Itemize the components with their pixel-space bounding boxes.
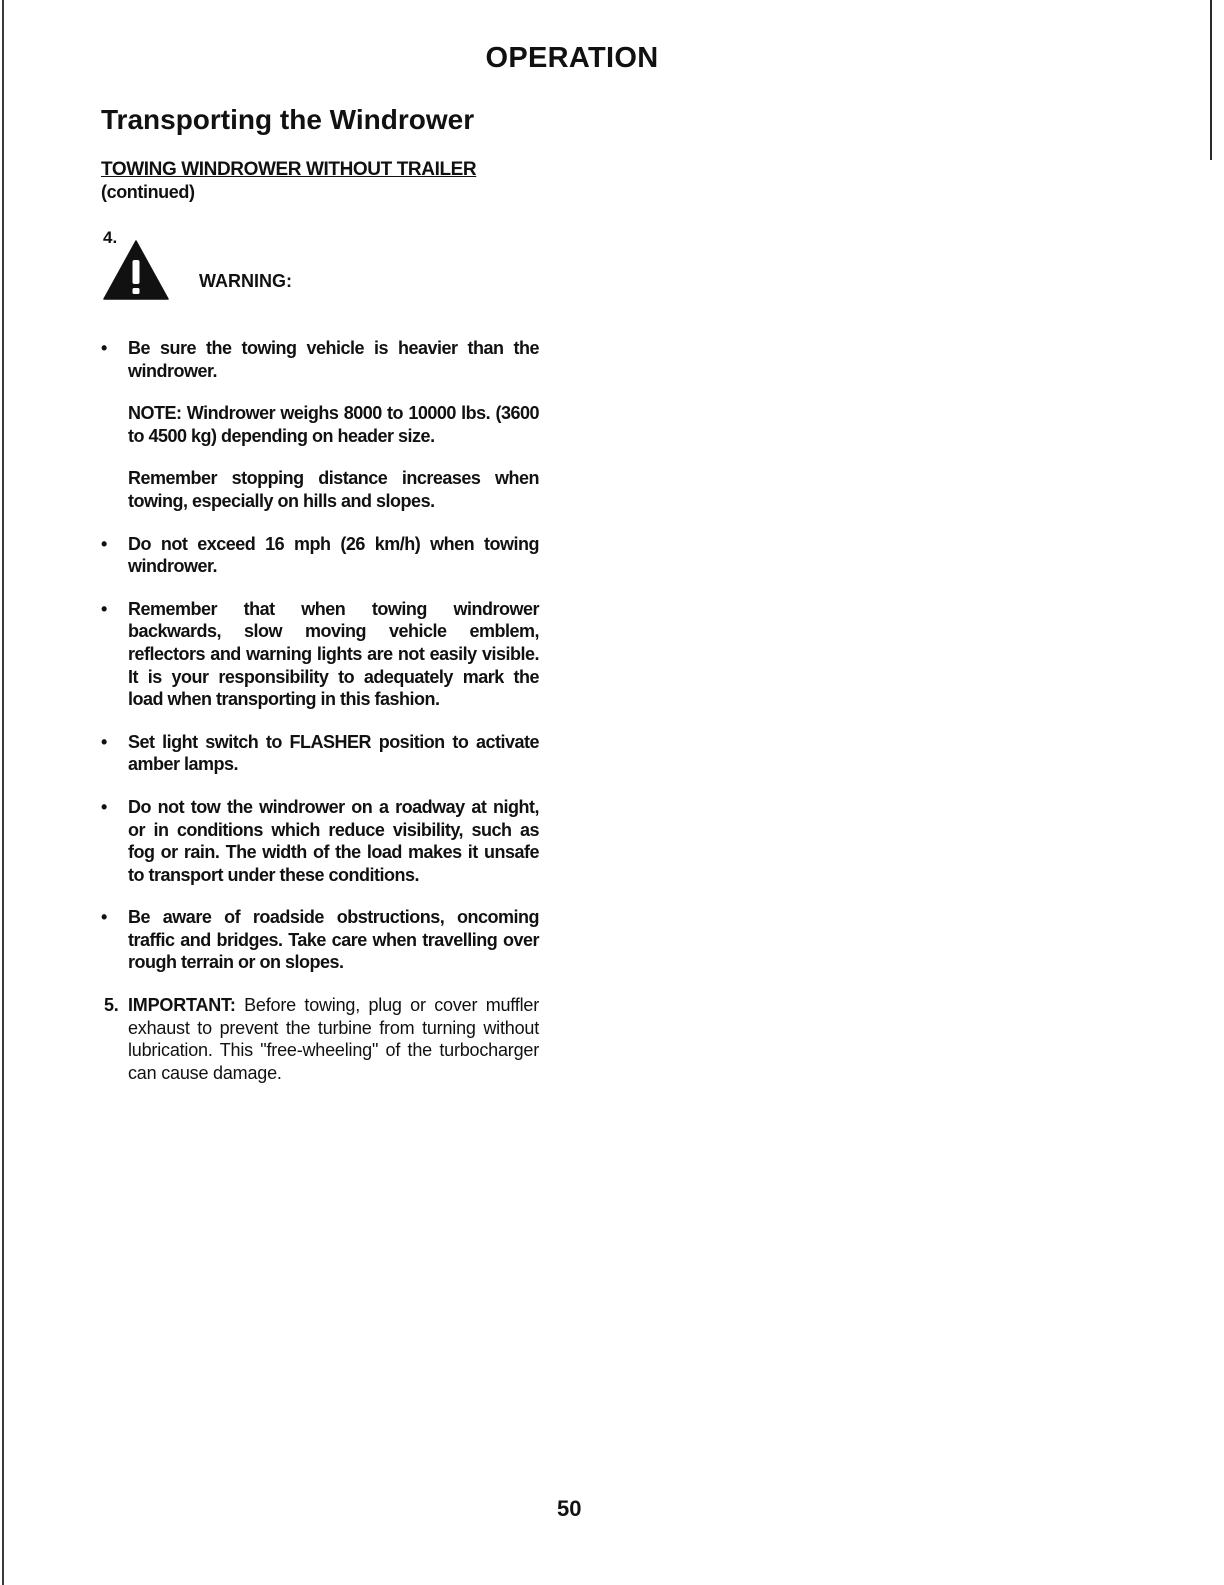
step-5 xyxy=(101,994,539,1084)
bullet-dot: • xyxy=(101,598,107,619)
section-title: OPERATION xyxy=(485,42,659,74)
bullet-dot: • xyxy=(101,338,107,358)
important-label: IMPORTANT: xyxy=(128,995,245,1016)
page-edge-right xyxy=(1210,0,1212,160)
bullet-speed-limit xyxy=(101,533,539,578)
page-edge-left xyxy=(2,0,4,1585)
continued-label: (continued) xyxy=(101,182,195,202)
bullet-text: Be aware of roadside obstructions, oncoming traffic and bridges. Take care when travelling over rough terrain or on slopes. xyxy=(128,907,539,973)
step-4-number: 4. xyxy=(103,228,118,247)
warning-label: WARNING: xyxy=(199,271,292,291)
bullet-night-visibility xyxy=(101,796,539,886)
bullet-text: Be sure the towing vehicle is heavier than the windrower. xyxy=(128,338,539,381)
step-5-number: 5. xyxy=(104,995,119,1016)
note-weight: NOTE: Windrower weighs 8000 to 10000 lbs. (3600 to 4500 kg) depending on header size. xyxy=(128,403,539,446)
bullet-roadside-obstructions xyxy=(101,906,539,974)
bullet-dot: • xyxy=(101,796,107,817)
page-title: Transporting the Windrower xyxy=(101,104,475,135)
bullet-towing-backwards xyxy=(101,598,539,711)
bullet-text: Set light switch to FLASHER position to activate amber lamps. xyxy=(128,731,539,775)
step-5-text: Before towing, plug or cover muffler exhaust to prevent the turbine from turning without lubrication. This "free-wheeling" of the turbocharger can cause damage. xyxy=(128,995,539,1083)
page-number: 50 xyxy=(557,1496,582,1521)
warning-triangle-icon xyxy=(103,240,169,300)
bullet-text: Do not exceed 16 mph (26 km/h) when towing windrower. xyxy=(128,533,539,577)
bullet-text: Remember that when towing windrower backwards, slow moving vehicle emblem, reflectors and warning lights are not easily visible. It is your responsibility to adequately mark the load when transporting in this fashion. xyxy=(128,598,539,710)
bullet-dot: • xyxy=(101,907,107,928)
subheading: TOWING WINDROWER WITHOUT TRAILER xyxy=(101,159,477,180)
warning-content xyxy=(101,337,539,1084)
note-stopping-distance: Remember stopping distance increases when towing, especially on hills and slopes. xyxy=(128,468,539,511)
bullet-heavier-vehicle xyxy=(101,337,539,382)
bullet-flasher xyxy=(101,731,539,776)
bullet-text: Do not tow the windrower on a roadway at night, or in conditions which reduce visibility, such as fog or rain. The width of the load makes it unsafe to transport under these conditions. xyxy=(128,796,539,885)
bullet-dot: • xyxy=(101,731,107,752)
bullet-dot: • xyxy=(101,533,107,554)
